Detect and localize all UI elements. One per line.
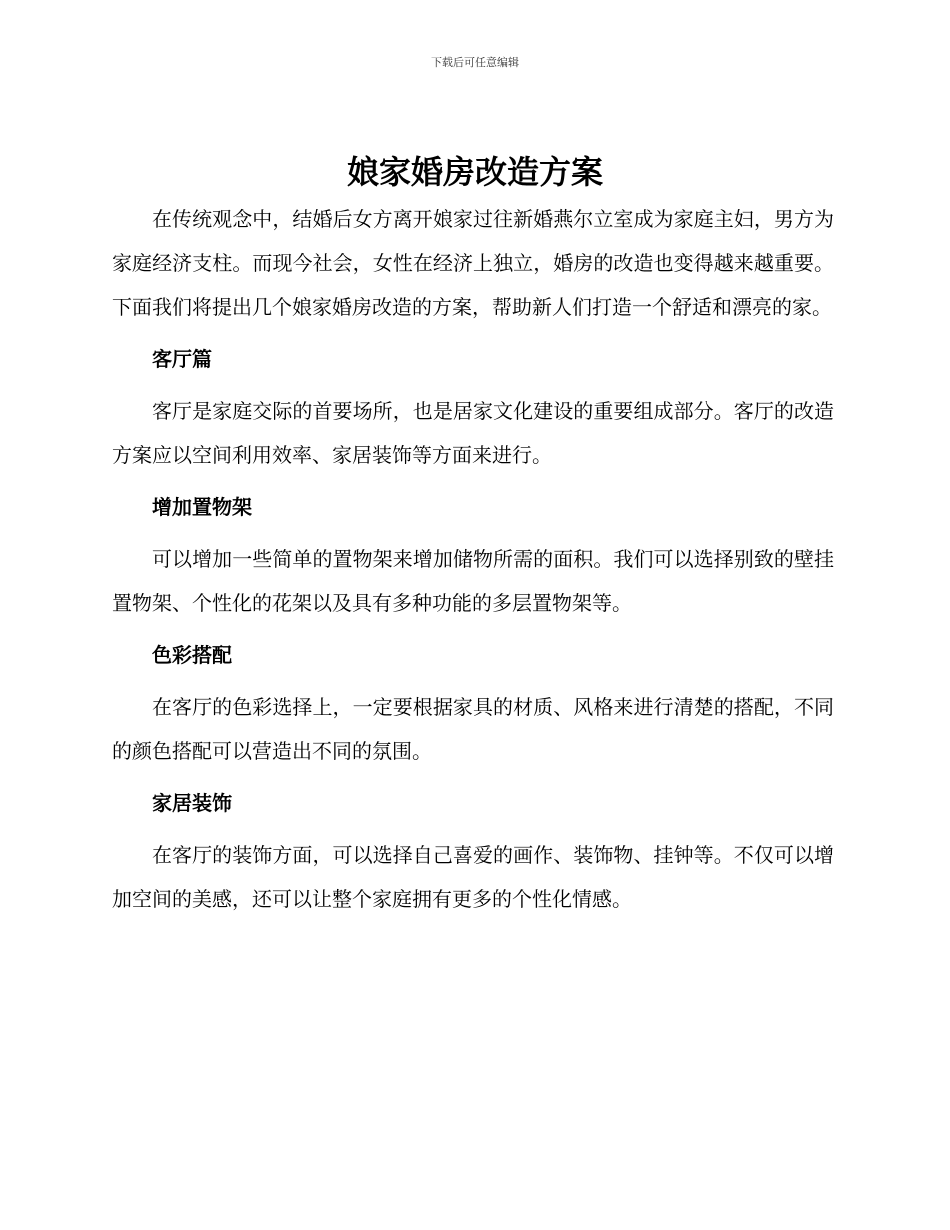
section-heading-decoration: 家居装饰 bbox=[152, 791, 232, 815]
section-heading-shelves: 增加置物架 bbox=[152, 495, 252, 519]
intro-paragraph: 在传统观念中，结婚后女方离开娘家过往新婚燕尔立室成为家庭主妇，男方为家庭经济支柱。而现今社会，女性在经济上独立，婚房的改造也变得越来越重要。下面我们将提出几个娘家婚房改造的方案，帮助新人们打造一个舒适和漂亮的家。 bbox=[112, 207, 834, 319]
header-note: 下载后可任意编辑 bbox=[431, 56, 519, 69]
section-body-decoration: 在客厅的装饰方面，可以选择自己喜爱的画作、装饰物、挂钟等。不仅可以增加空间的美感，还可以让整个家庭拥有更多的个性化情感。 bbox=[112, 843, 834, 911]
section-body-shelves: 可以增加一些简单的置物架来增加储物所需的面积。我们可以选择别致的壁挂置物架、个性化的花架以及具有多种功能的多层置物架等。 bbox=[112, 547, 834, 615]
document-body bbox=[112, 197, 834, 921]
section-heading-living-room: 客厅篇 bbox=[152, 347, 212, 371]
section-body-living-room: 客厅是家庭交际的首要场所，也是居家文化建设的重要组成部分。客厅的改造方案应以空间利用效率、家居装饰等方面来进行。 bbox=[112, 399, 834, 467]
document-title: 娘家婚房改造方案 bbox=[346, 153, 603, 191]
section-heading-color: 色彩搭配 bbox=[152, 643, 232, 667]
section-body-color: 在客厅的色彩选择上，一定要根据家具的材质、风格来进行清楚的搭配，不同的颜色搭配可以营造出不同的氛围。 bbox=[112, 695, 834, 763]
